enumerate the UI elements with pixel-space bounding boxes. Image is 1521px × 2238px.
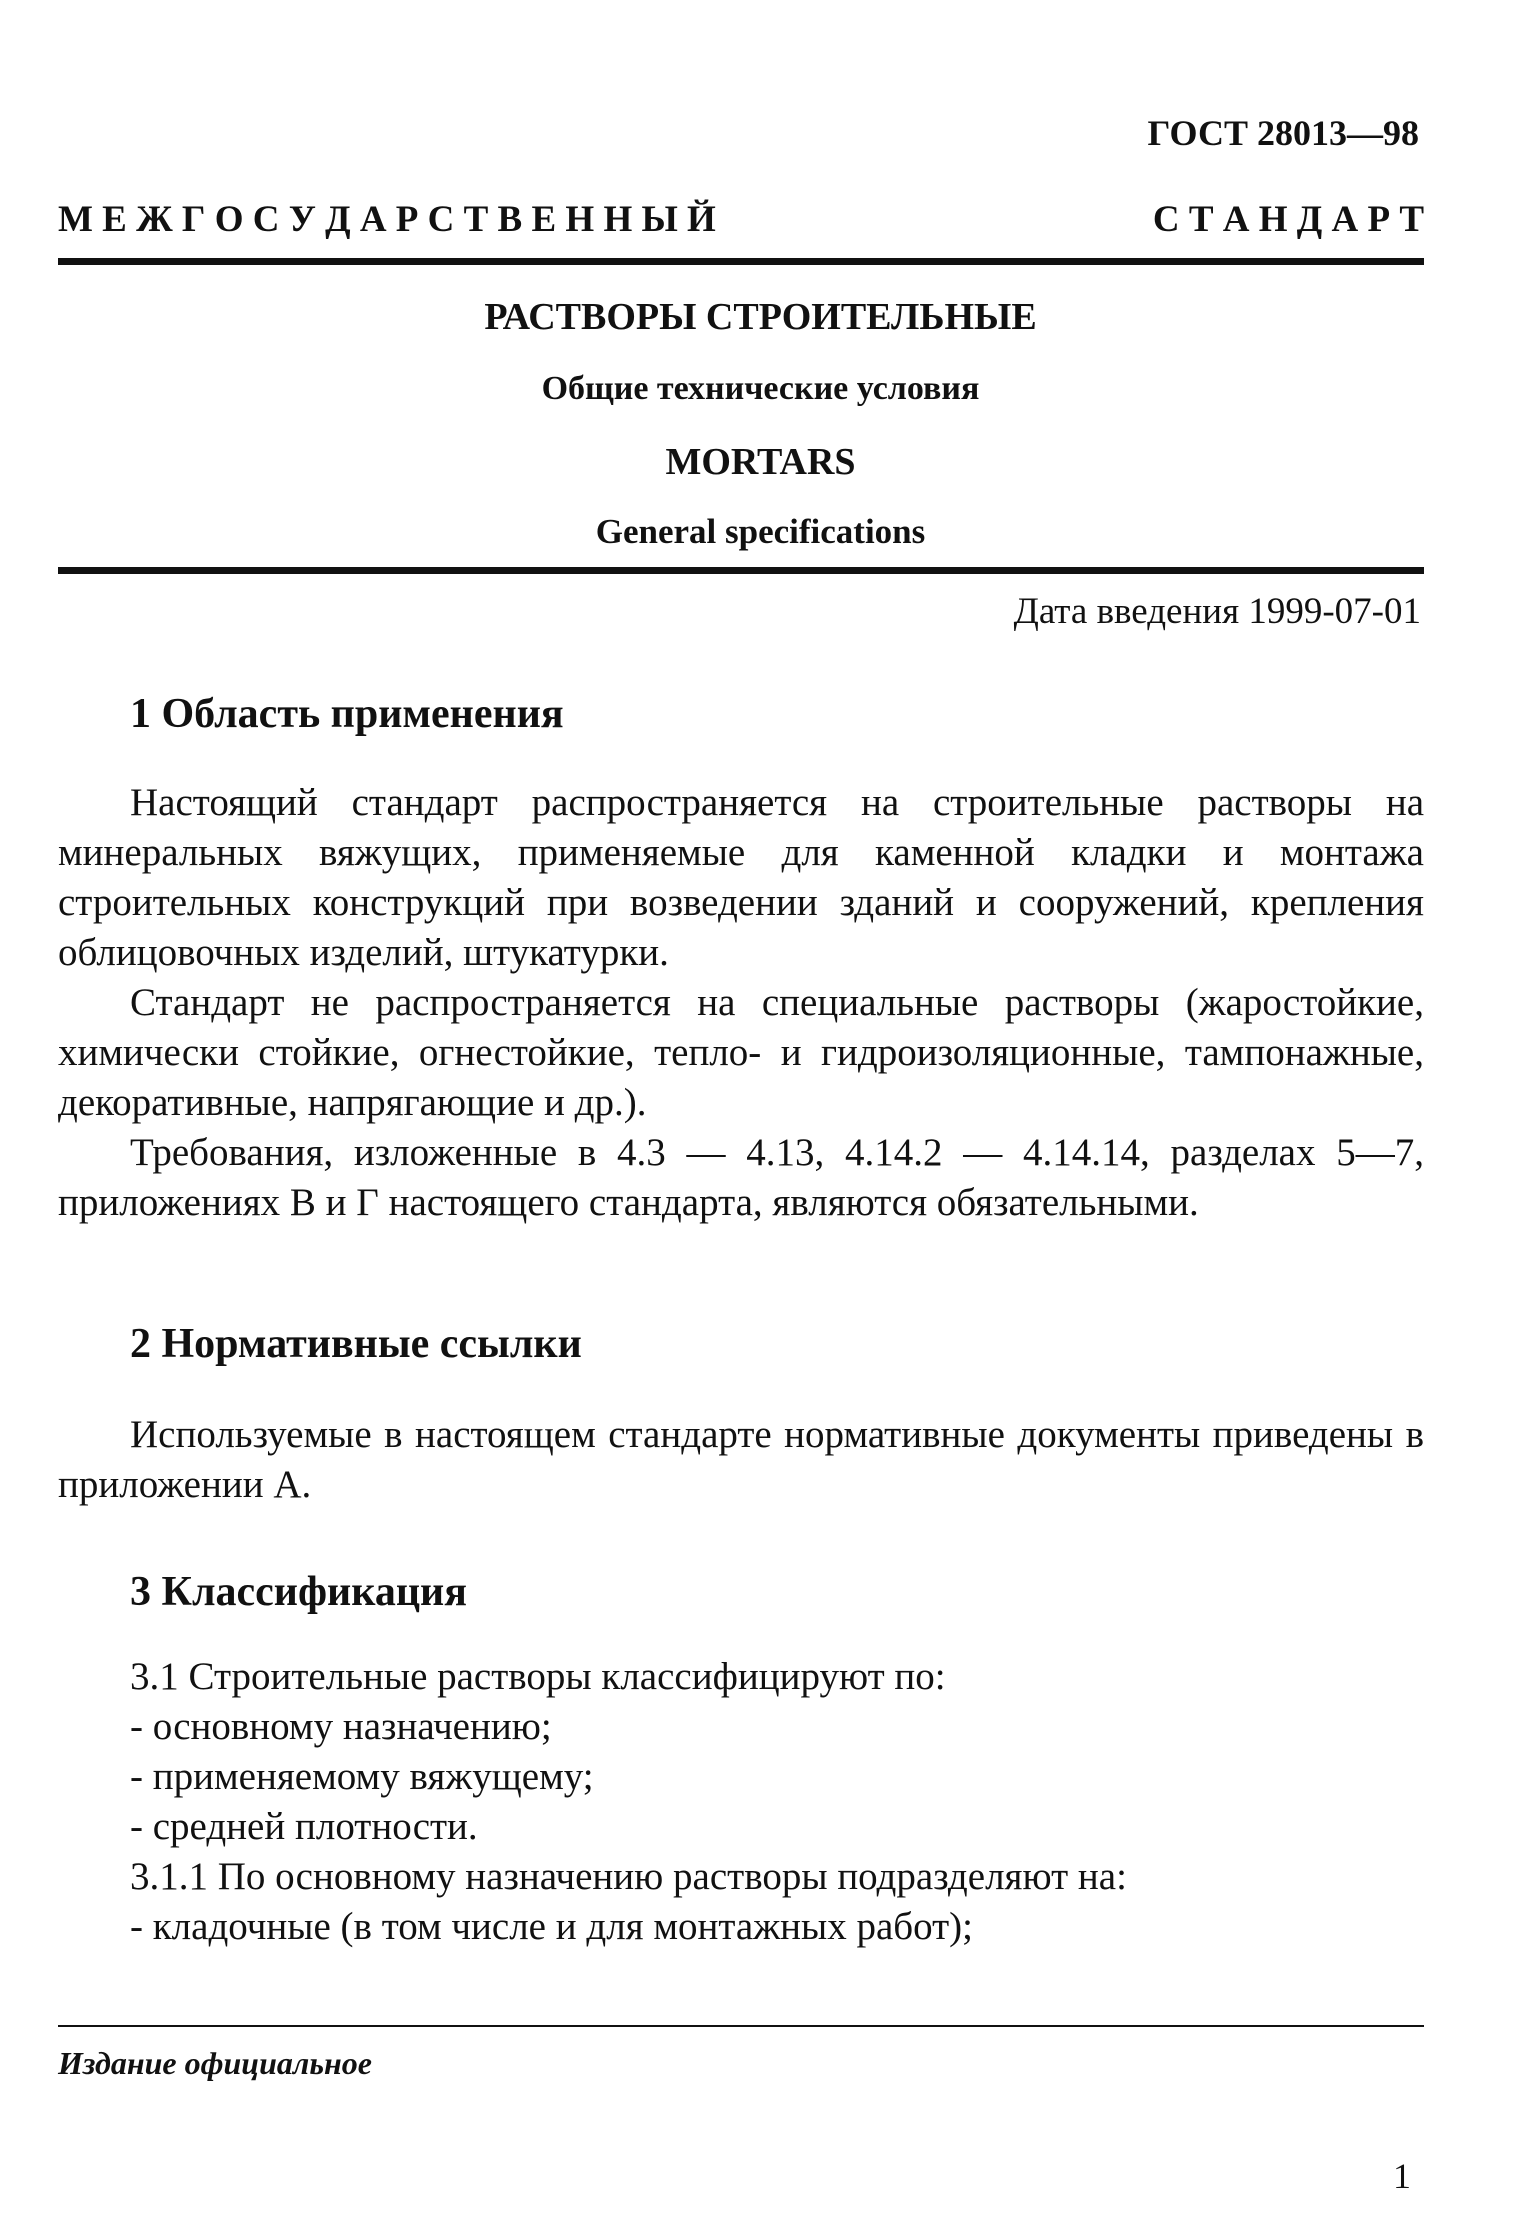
title-bottom-rule bbox=[58, 567, 1424, 574]
section-2-paragraph: Используемые в настоящем стандарте нормативные документы приведены в приложении А. bbox=[58, 1413, 1424, 1506]
section-1-paragraph: Стандарт не распространяется на специальные растворы (жаростойкие, химически стойкие, огнестойкие, тепло- и гидроизоляционные, тампонажные, декоративные, напрягающие и др.). bbox=[58, 981, 1424, 1124]
banner-word-interstate: М Е Ж Г О С У Д А Р С Т В Е Н Н Ы Й bbox=[58, 199, 716, 240]
classification-line: - основному назначению; bbox=[130, 1705, 552, 1748]
section-3-body bbox=[130, 1652, 1424, 1952]
section-2-body bbox=[58, 1410, 1424, 1510]
introduction-date: Дата введения 1999-07-01 bbox=[1013, 591, 1421, 632]
page-number: 1 bbox=[1393, 2156, 1411, 2196]
section-3-heading: 3 Классификация bbox=[130, 1569, 467, 1615]
en-subtitle: General specifications bbox=[595, 512, 926, 551]
en-title: MORTARS bbox=[665, 441, 856, 483]
gost-number: ГОСТ 28013—98 bbox=[1147, 113, 1419, 153]
section-2-heading: 2 Нормативные ссылки bbox=[130, 1321, 582, 1367]
footer-rule bbox=[58, 2025, 1424, 2027]
section-1-paragraph: Настоящий стандарт распространяется на строительные растворы на минеральных вяжущих, применяемые для каменной кладки и монтажа строительных конструкций при возведении зданий и сооружений, крепления облицовочных изделий, штукатурки. bbox=[58, 781, 1424, 974]
classification-line: - средней плотности. bbox=[130, 1805, 478, 1848]
classification-line: 3.1.1 По основному назначению растворы подразделяют на: bbox=[130, 1855, 1127, 1898]
classification-line: - кладочные (в том числе и для монтажных работ); bbox=[130, 1905, 973, 1948]
section-1-body bbox=[58, 778, 1424, 1228]
interstate-standard-banner bbox=[58, 198, 1424, 241]
section-1-paragraph: Требования, изложенные в 4.3 — 4.13, 4.14.2 — 4.14.14, разделах 5—7, приложениях В и Г настоящего стандарта, являются обязательными. bbox=[58, 1131, 1424, 1224]
banner-word-standard: С Т А Н Д А Р Т bbox=[1152, 199, 1424, 240]
ru-subtitle: Общие технические условия bbox=[541, 370, 980, 407]
official-edition-note: Издание официальное bbox=[58, 2045, 372, 2081]
classification-line: 3.1 Строительные растворы классифицируют по: bbox=[130, 1655, 946, 1698]
top-rule bbox=[58, 258, 1424, 265]
classification-line: - применяемому вяжущему; bbox=[130, 1755, 594, 1798]
ru-title: РАСТВОРЫ СТРОИТЕЛЬНЫЕ bbox=[484, 296, 1037, 338]
section-1-heading: 1 Область применения bbox=[130, 691, 564, 737]
